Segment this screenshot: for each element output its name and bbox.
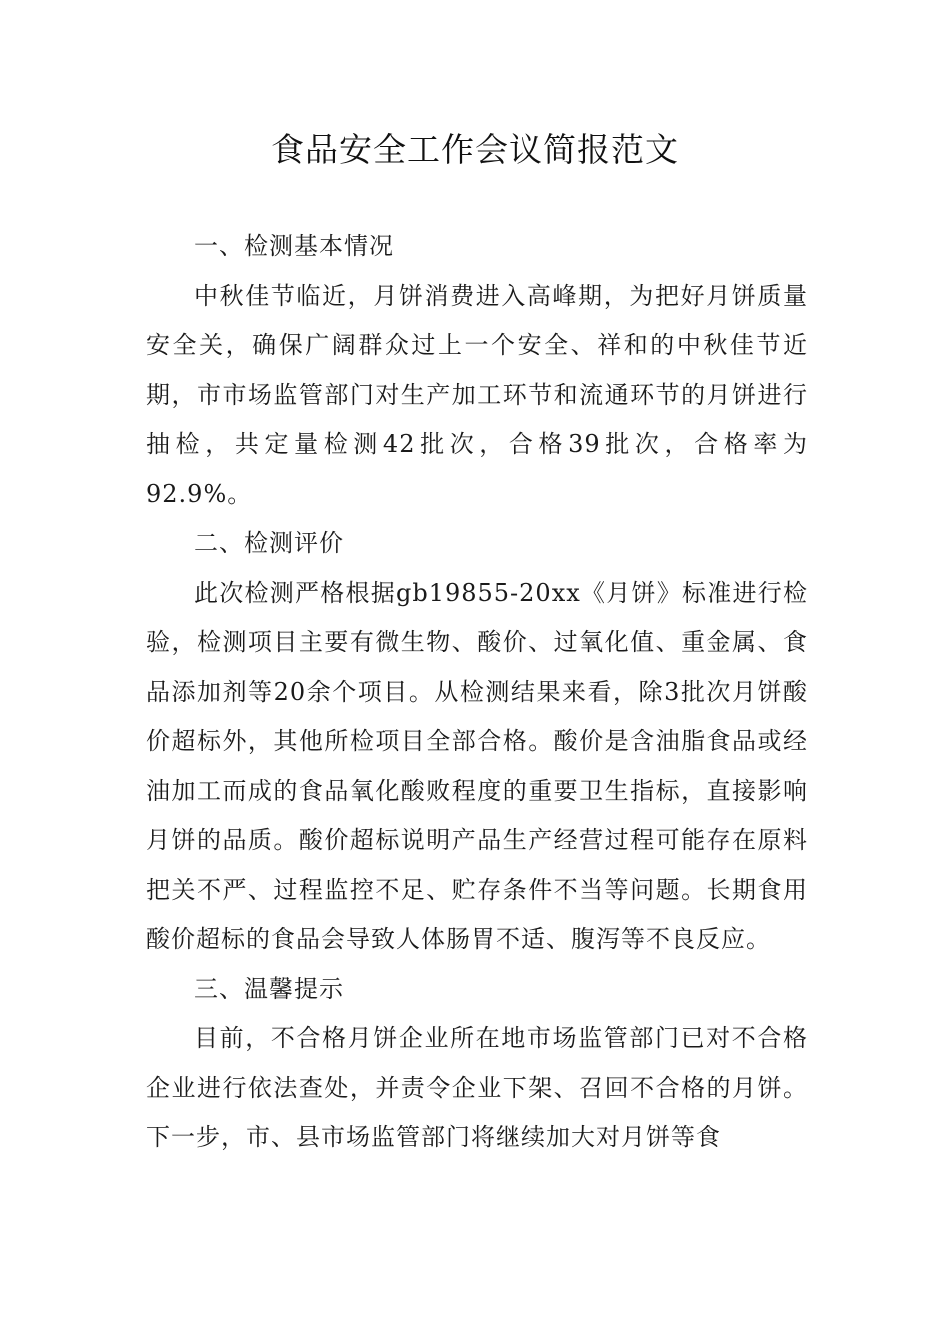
section-paragraph: 此次检测严格根据gb19855-20xx《月饼》标准进行检验，检测项目主要有微生物、酸价、过氧化值、重金属、食品添加剂等20余个项目。从检测结果来看，除3批次月饼酸价超标外，其他所检项目全部合格。酸价是含油脂食品或经油加工而成的食品氧化酸败程度的重要卫生指标，直接影响月饼的品质。酸价超标说明产品生产经营过程可能存在原料把关不严、过程监控不足、贮存条件不当等问题。长期食用酸价超标的食品会导致人体肠胃不适、腹泻等不良反应。 bbox=[146, 578, 808, 953]
section-heading: 一、检测基本情况 bbox=[194, 232, 394, 260]
document-body bbox=[146, 222, 808, 1163]
section-heading: 二、检测评价 bbox=[194, 529, 344, 557]
document-title: 食品安全工作会议简报范文 bbox=[271, 130, 679, 169]
section-heading: 三、温馨提示 bbox=[194, 974, 344, 1003]
section-paragraph: 目前，不合格月饼企业所在地市场监管部门已对不合格企业进行依法查处，并责令企业下架、召回不合格的月饼。下一步，市、县市场监管部门将继续加大对月饼等食 bbox=[146, 1024, 808, 1151]
section-paragraph: 中秋佳节临近，月饼消费进入高峰期，为把好月饼质量安全关，确保广阔群众过上一个安全、祥和的中秋佳节近期，市市场监管部门对生产加工环节和流通环节的月饼进行抽检，共定量检测42批次，合格39批次，合格率为92.9%。 bbox=[146, 281, 808, 508]
